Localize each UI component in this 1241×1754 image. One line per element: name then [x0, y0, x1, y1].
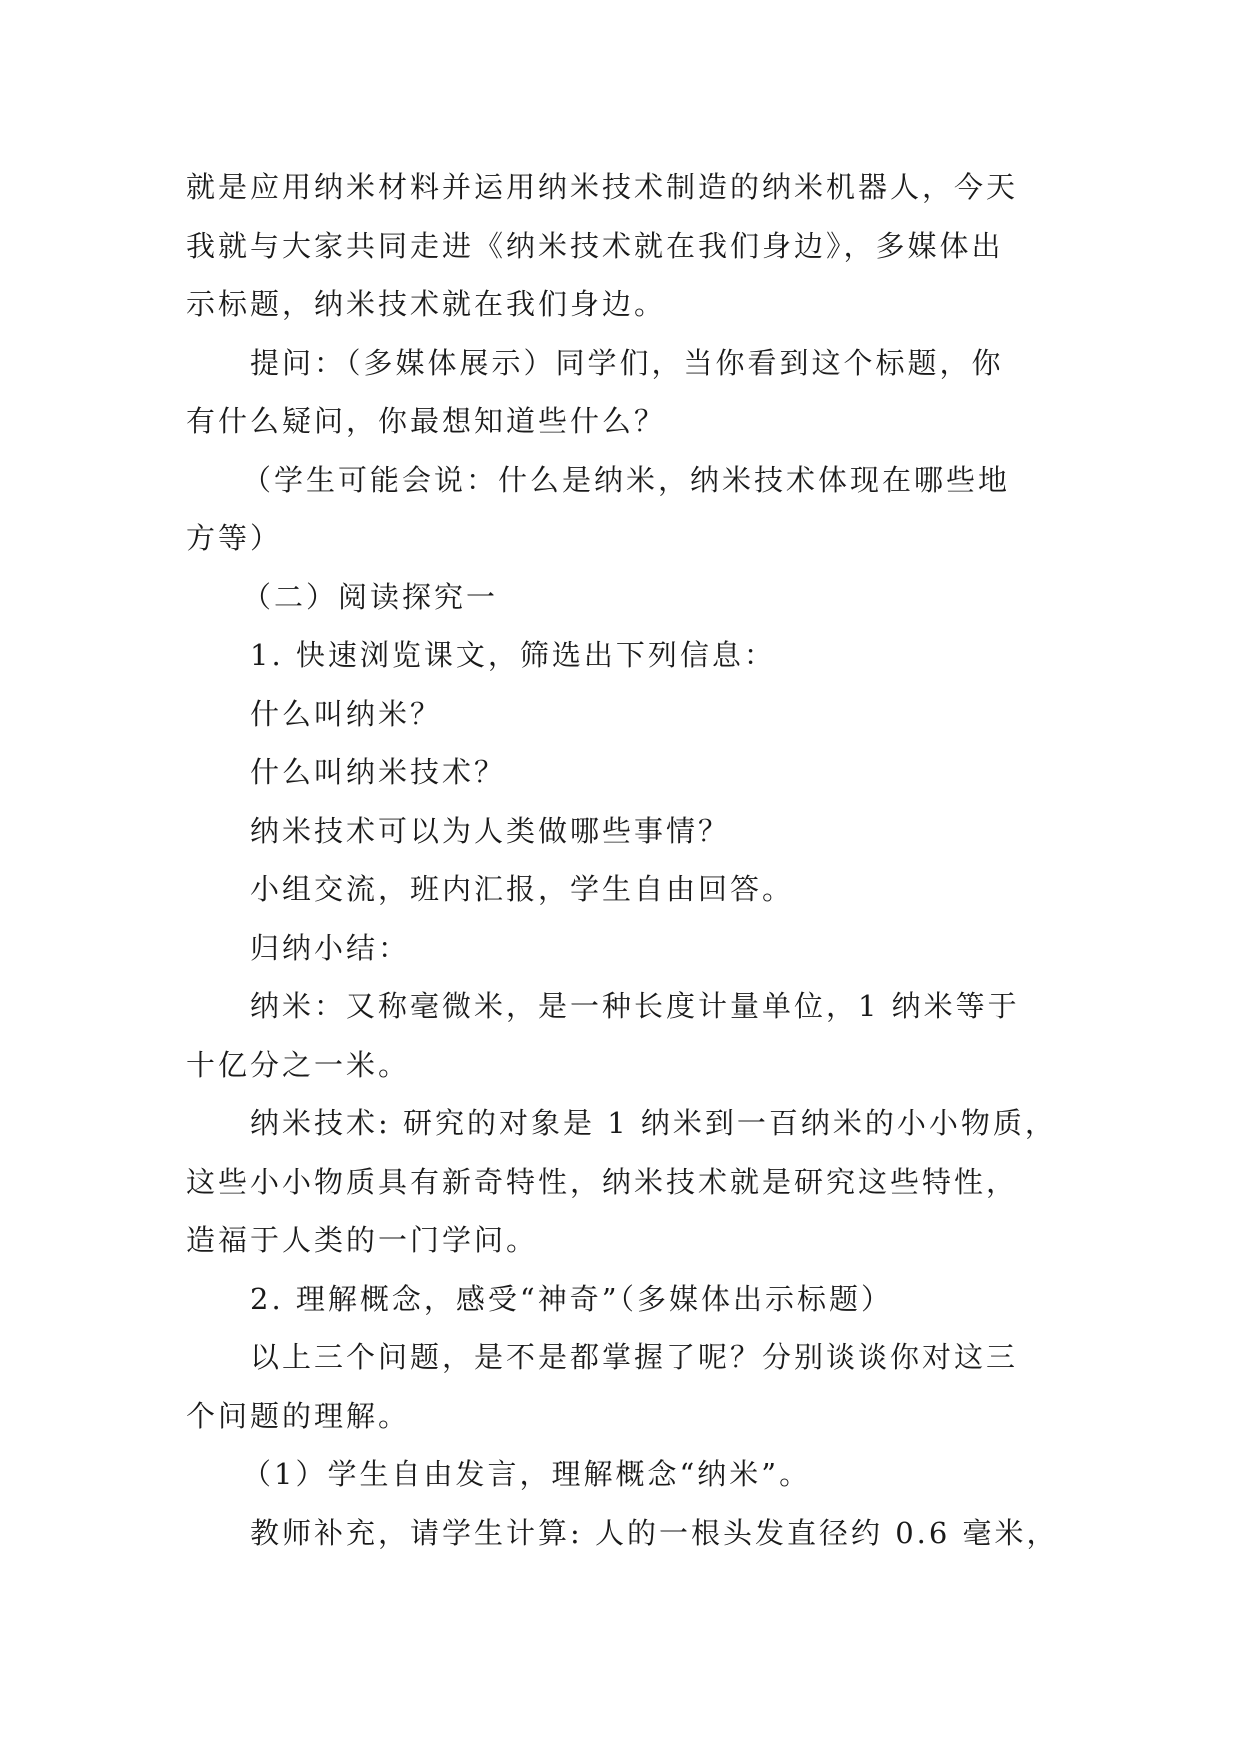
text-line: （1）学生自由发言，理解概念“纳米”。 — [242, 1457, 812, 1491]
text-line: 纳米技术可以为人类做哪些事情？ — [250, 813, 731, 848]
text-line: 纳米：又称毫微米，是一种长度计量单位，1 纳米等于 — [250, 989, 1020, 1023]
text-line: 示标题，纳米技术就在我们身边。 — [186, 287, 667, 321]
text-line: 教师补充，请学生计算: 人的一根头发直径约 0.6 毫米， — [250, 1515, 1059, 1550]
text-line: 个问题的理解。 — [186, 1398, 411, 1433]
section-heading: （二）阅读探究一 — [242, 579, 499, 614]
text-line: 2. 理解概念，感受“神奇”（多媒体出示标题） — [250, 1281, 894, 1316]
document-body — [186, 158, 1066, 1562]
text-line: 什么叫纳米技术？ — [250, 755, 507, 789]
text-line: 纳米技术: 研究的对象是 1 纳米到一百纳米的小小物质， — [250, 1106, 1057, 1140]
text-line: 我就与大家共同走进《纳米技术就在我们身边》，多媒体出 — [186, 228, 1004, 263]
text-line: 这些小小物质具有新奇特性，纳米技术就是研究这些特性， — [186, 1164, 1019, 1199]
text-line: 造福于人类的一门学问。 — [186, 1223, 539, 1257]
text-line: 什么叫纳米？ — [250, 696, 443, 731]
text-line: 就是应用纳米材料并运用纳米技术制造的纳米机器人，今天 — [186, 170, 1019, 204]
text-line: 小组交流，班内汇报，学生自由回答。 — [250, 872, 795, 906]
text-line: 1. 快速浏览课文，筛选出下列信息： — [250, 638, 776, 672]
text-line: 有什么疑问，你最想知道些什么？ — [186, 404, 667, 438]
text-line: （学生可能会说：什么是纳米，纳米技术体现在哪些地 — [242, 462, 1011, 497]
text-line: 提问：（多媒体展示）同学们，当你看到这个标题，你 — [250, 345, 1004, 380]
text-line: 十亿分之一米。 — [186, 1047, 411, 1082]
text-line: 归纳小结： — [250, 930, 411, 965]
text-line: 方等） — [186, 521, 283, 555]
text-line: 以上三个问题，是不是都掌握了呢？分别谈谈你对这三 — [250, 1340, 1019, 1374]
